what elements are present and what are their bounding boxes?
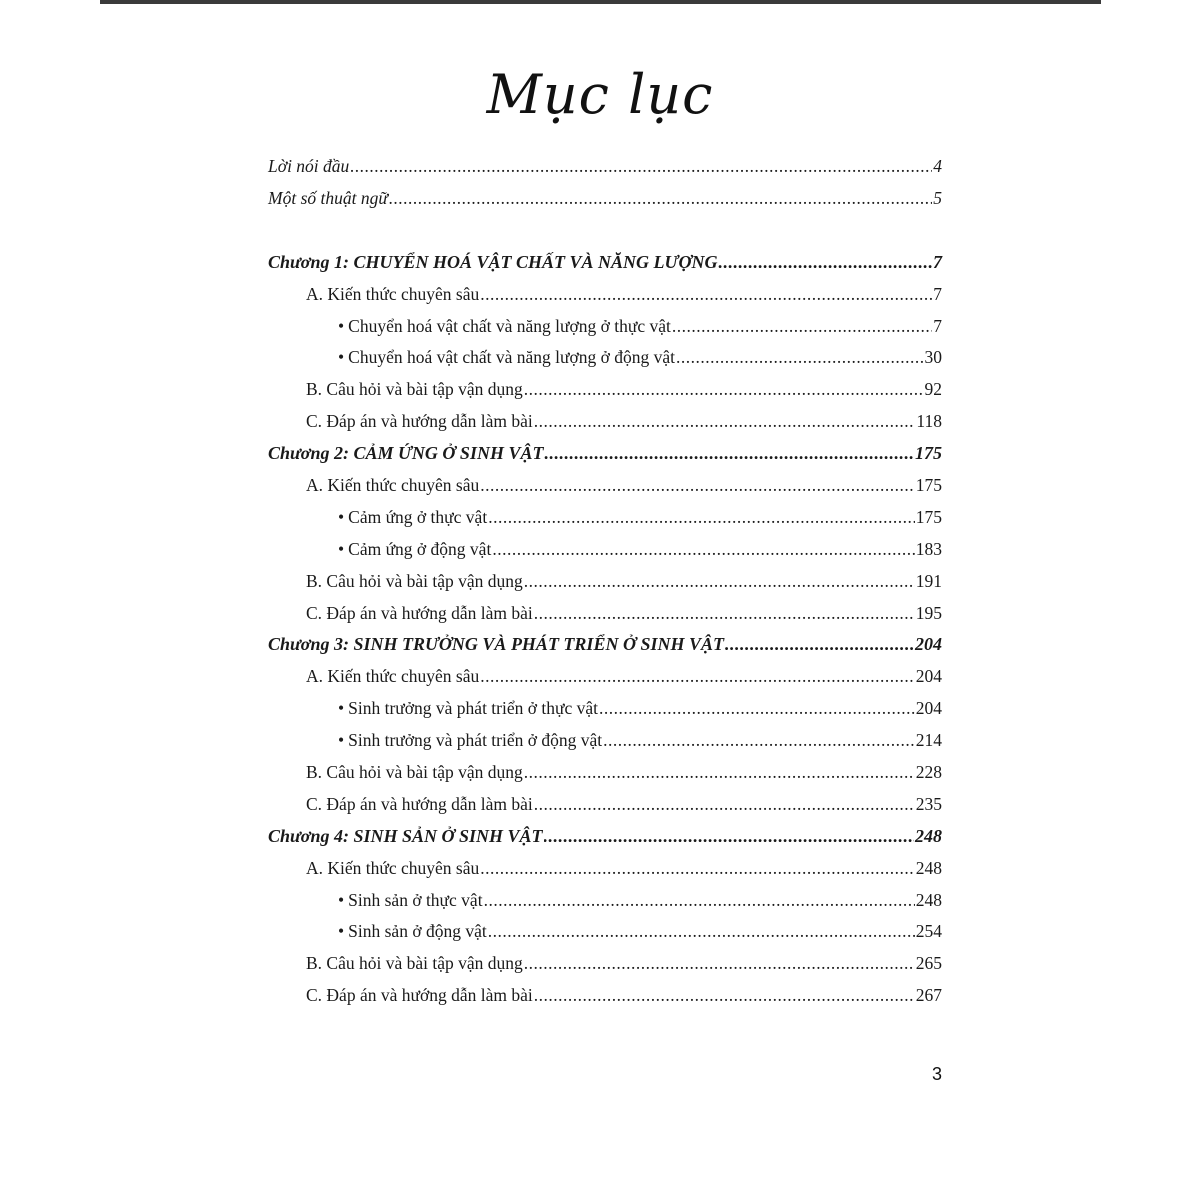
table-of-contents bbox=[268, 156, 942, 1017]
topic-label: • Sinh trưởng và phát triển ở động vật bbox=[338, 730, 602, 751]
toc-chapter-1[interactable] bbox=[268, 252, 942, 284]
page-number: 3 bbox=[931, 1064, 942, 1084]
dot-leader bbox=[480, 284, 932, 305]
section-label: B. Câu hỏi và bài tập vận dụng bbox=[306, 570, 523, 591]
section-page: 265 bbox=[915, 953, 942, 974]
dot-leader bbox=[524, 571, 915, 592]
section-label: C. Đáp án và hướng dẫn làm bài bbox=[306, 602, 533, 623]
section-label: B. Câu hỏi và bài tập vận dụng bbox=[306, 953, 523, 974]
toc-chapter-2-section-c[interactable] bbox=[268, 603, 942, 635]
toc-chapter-3-section-c[interactable] bbox=[268, 794, 942, 826]
toc-chapter-2-section-b[interactable] bbox=[268, 571, 942, 603]
dot-leader bbox=[672, 316, 932, 337]
dot-leader bbox=[599, 698, 915, 719]
dot-leader bbox=[676, 347, 923, 368]
toc-chapter-4-section-b[interactable] bbox=[268, 953, 942, 985]
topic-page: 183 bbox=[915, 538, 942, 559]
toc-chapter-2[interactable] bbox=[268, 443, 942, 475]
toc-chapter-3[interactable] bbox=[268, 634, 942, 666]
topic-page: 30 bbox=[924, 347, 942, 368]
toc-chapter-1-section-c[interactable] bbox=[268, 411, 942, 443]
toc-entry-label: Một số thuật ngữ bbox=[268, 187, 388, 208]
topic-label: • Sinh sản ở thực vật bbox=[338, 890, 483, 911]
topic-label: • Cảm ứng ở thực vật bbox=[338, 507, 487, 528]
dot-leader bbox=[488, 921, 915, 942]
dot-leader bbox=[492, 539, 914, 560]
section-page: 204 bbox=[915, 666, 942, 687]
toc-chapter-2-topic-2[interactable] bbox=[268, 539, 942, 571]
section-label: B. Câu hỏi và bài tập vận dụng bbox=[306, 379, 523, 400]
chapter-label: Chương 4: SINH SẢN Ở SINH VẬT bbox=[268, 825, 543, 846]
topic-page: 204 bbox=[915, 698, 942, 719]
toc-chapter-3-section-b[interactable] bbox=[268, 762, 942, 794]
toc-chapter-1-section-a[interactable] bbox=[268, 284, 942, 316]
chapter-page: 175 bbox=[915, 443, 942, 464]
toc-chapter-4-topic-1[interactable] bbox=[268, 890, 942, 922]
toc-chapter-4-section-a[interactable] bbox=[268, 858, 942, 890]
toc-chapter-3-section-a[interactable] bbox=[268, 666, 942, 698]
topic-page: 248 bbox=[915, 889, 942, 910]
dot-leader bbox=[544, 443, 914, 464]
toc-entry-page: 5 bbox=[933, 187, 942, 208]
chapter-page: 7 bbox=[933, 251, 942, 272]
section-label: C. Đáp án và hướng dẫn làm bài bbox=[306, 793, 533, 814]
dot-leader bbox=[524, 379, 924, 400]
dot-leader bbox=[524, 762, 915, 783]
topic-page: 254 bbox=[915, 921, 942, 942]
section-page: 228 bbox=[915, 762, 942, 783]
section-label: B. Câu hỏi và bài tập vận dụng bbox=[306, 762, 523, 783]
toc-chapter-4-section-c[interactable] bbox=[268, 985, 942, 1017]
section-page: 118 bbox=[916, 411, 942, 432]
chapter-page: 248 bbox=[915, 825, 942, 846]
topic-page: 7 bbox=[933, 315, 942, 336]
dot-leader bbox=[488, 507, 915, 528]
topic-page: 214 bbox=[915, 730, 942, 751]
dot-leader bbox=[534, 603, 915, 624]
dot-leader bbox=[534, 411, 916, 432]
spacer bbox=[268, 220, 942, 252]
toc-chapter-2-section-a[interactable] bbox=[268, 475, 942, 507]
dot-leader bbox=[484, 890, 915, 911]
top-rule bbox=[100, 0, 1101, 4]
section-label: C. Đáp án và hướng dẫn làm bài bbox=[306, 985, 533, 1006]
toc-chapter-1-topic-1[interactable] bbox=[268, 316, 942, 348]
topic-page: 175 bbox=[915, 506, 942, 527]
chapter-label: Chương 2: CẢM ỨNG Ở SINH VẬT bbox=[268, 443, 544, 464]
toc-entry-glossary[interactable] bbox=[268, 188, 942, 220]
topic-label: • Chuyển hoá vật chất và năng lượng ở động vật bbox=[338, 347, 675, 368]
section-page: 267 bbox=[915, 985, 942, 1006]
section-page: 195 bbox=[915, 602, 942, 623]
dot-leader bbox=[534, 985, 915, 1006]
toc-entry-label: Lời nói đầu bbox=[268, 156, 350, 176]
chapter-label: Chương 1: CHUYỂN HOÁ VẬT CHẤT VÀ NĂNG LƯỢNG bbox=[268, 251, 718, 272]
section-page: 175 bbox=[915, 475, 942, 496]
dot-leader bbox=[350, 156, 932, 177]
dot-leader bbox=[480, 475, 914, 496]
section-label: A. Kiến thức chuyên sâu bbox=[306, 283, 480, 304]
toc-chapter-1-section-b[interactable] bbox=[268, 379, 942, 411]
dot-leader bbox=[389, 188, 932, 209]
topic-label: • Chuyển hoá vật chất và năng lượng ở thực vật bbox=[338, 316, 671, 337]
chapter-label: Chương 3: SINH TRƯỞNG VÀ PHÁT TRIỂN Ở SINH VẬT bbox=[268, 634, 724, 655]
dot-leader bbox=[524, 953, 915, 974]
section-label: A. Kiến thức chuyên sâu bbox=[306, 666, 480, 687]
chapter-page: 204 bbox=[915, 634, 942, 655]
dot-leader bbox=[725, 634, 914, 655]
dot-leader bbox=[534, 794, 915, 815]
section-page: 92 bbox=[924, 379, 942, 400]
toc-entry-page: 4 bbox=[933, 156, 942, 176]
toc-chapter-3-topic-2[interactable] bbox=[268, 730, 942, 762]
dot-leader bbox=[480, 858, 914, 879]
section-label: A. Kiến thức chuyên sâu bbox=[306, 475, 480, 496]
topic-label: • Sinh sản ở động vật bbox=[338, 921, 487, 942]
toc-entry-preface[interactable] bbox=[268, 156, 942, 188]
section-label: C. Đáp án và hướng dẫn làm bài bbox=[306, 411, 533, 432]
section-page: 235 bbox=[915, 793, 942, 814]
section-page: 248 bbox=[915, 857, 942, 878]
dot-leader bbox=[480, 666, 914, 687]
dot-leader bbox=[544, 826, 914, 847]
toc-chapter-3-topic-1[interactable] bbox=[268, 698, 942, 730]
section-page: 191 bbox=[915, 570, 942, 591]
toc-chapter-2-topic-1[interactable] bbox=[268, 507, 942, 539]
section-page: 7 bbox=[933, 283, 942, 304]
dot-leader bbox=[718, 252, 932, 273]
toc-chapter-4[interactable] bbox=[268, 826, 942, 858]
toc-chapter-1-topic-2[interactable] bbox=[268, 347, 942, 379]
topic-label: • Cảm ứng ở động vật bbox=[338, 539, 491, 560]
toc-chapter-4-topic-2[interactable] bbox=[268, 921, 942, 953]
page-title: Mục lục bbox=[486, 63, 714, 126]
section-label: A. Kiến thức chuyên sâu bbox=[306, 857, 480, 878]
topic-label: • Sinh trưởng và phát triển ở thực vật bbox=[338, 698, 598, 719]
dot-leader bbox=[603, 730, 915, 751]
